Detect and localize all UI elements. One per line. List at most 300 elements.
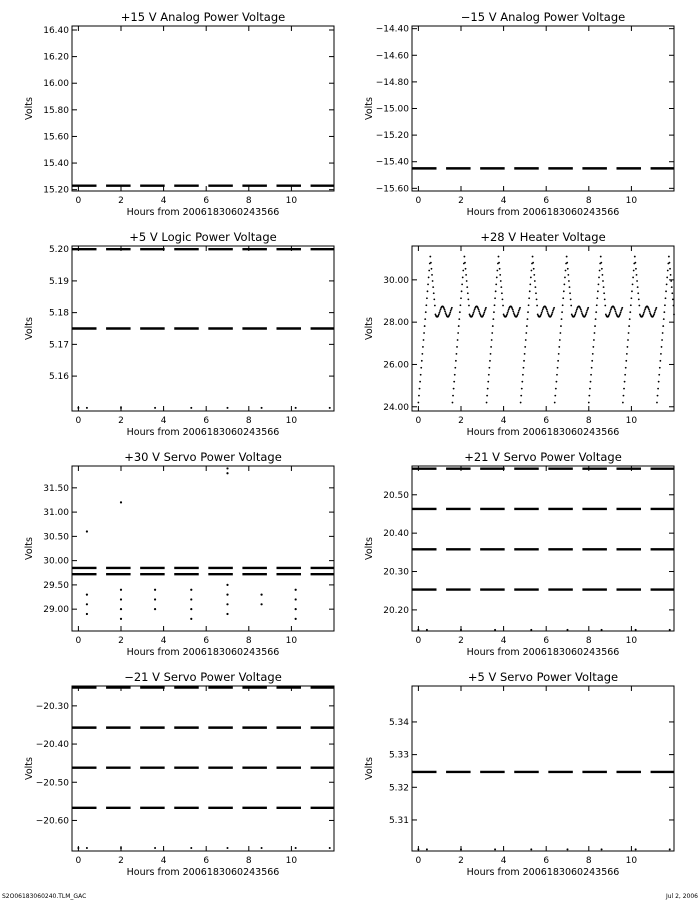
y-tick-label: −15.00 bbox=[375, 104, 409, 115]
data-point bbox=[662, 325, 664, 327]
data-point bbox=[669, 629, 671, 631]
data-point bbox=[418, 395, 420, 397]
data-point bbox=[329, 407, 331, 409]
data-point bbox=[635, 848, 637, 850]
x-tick-label: 10 bbox=[285, 196, 298, 206]
data-point bbox=[456, 353, 458, 355]
data-point bbox=[120, 608, 122, 610]
data-point bbox=[494, 848, 496, 850]
data-point bbox=[669, 848, 671, 850]
data-point bbox=[564, 277, 566, 279]
data-point bbox=[551, 313, 553, 315]
data-point bbox=[424, 318, 426, 320]
data-point bbox=[671, 286, 673, 288]
x-axis-label: Hours from 2006183060243566 bbox=[126, 867, 280, 878]
data-point bbox=[620, 312, 622, 314]
data-point bbox=[569, 292, 571, 294]
y-axis-label: Volts bbox=[24, 537, 35, 560]
data-point bbox=[429, 256, 431, 258]
x-tick-label: 8 bbox=[585, 856, 592, 866]
x-tick-label: 6 bbox=[543, 196, 550, 206]
data-point bbox=[588, 395, 590, 397]
data-point bbox=[490, 346, 492, 348]
plot-frame bbox=[412, 686, 674, 851]
data-point bbox=[561, 318, 563, 320]
data-point bbox=[461, 290, 463, 292]
data-point bbox=[444, 310, 446, 312]
data-point bbox=[591, 367, 593, 369]
data-point bbox=[420, 374, 422, 376]
data-point bbox=[499, 274, 501, 276]
data-point bbox=[86, 594, 88, 596]
data-point bbox=[635, 268, 637, 270]
data-point bbox=[494, 297, 496, 299]
y-tick-label: −20.40 bbox=[35, 740, 69, 751]
data-point bbox=[190, 847, 192, 849]
data-point bbox=[431, 268, 433, 270]
data-point bbox=[604, 298, 606, 300]
data-point bbox=[529, 290, 531, 292]
x-tick-label: 4 bbox=[500, 196, 507, 206]
data-point bbox=[495, 283, 497, 285]
data-point bbox=[623, 395, 625, 397]
chart-panel-6 bbox=[364, 450, 674, 658]
plot-frame bbox=[412, 246, 674, 411]
data-point bbox=[464, 256, 466, 258]
x-tick-label: 0 bbox=[75, 196, 82, 206]
data-point bbox=[649, 310, 651, 312]
data-point bbox=[589, 388, 591, 390]
data-point bbox=[496, 270, 498, 272]
data-point bbox=[487, 388, 489, 390]
x-tick-label: 2 bbox=[118, 416, 124, 426]
data-point bbox=[566, 256, 568, 258]
data-point bbox=[581, 312, 583, 314]
data-point bbox=[439, 312, 441, 314]
data-point bbox=[452, 402, 454, 404]
x-tick-label: 8 bbox=[245, 196, 252, 206]
chart-panel-2 bbox=[364, 10, 674, 218]
data-point bbox=[427, 283, 429, 285]
data-point bbox=[631, 290, 633, 292]
x-tick-label: 10 bbox=[285, 416, 298, 426]
data-marks bbox=[72, 688, 334, 849]
x-tick-label: 8 bbox=[245, 856, 252, 866]
data-point bbox=[586, 312, 588, 314]
data-point bbox=[624, 381, 626, 383]
y-tick-label: −15.40 bbox=[375, 157, 409, 168]
data-point bbox=[588, 402, 590, 404]
data-point bbox=[473, 310, 475, 312]
data-point bbox=[655, 307, 657, 309]
data-point bbox=[587, 307, 589, 309]
y-tick-label: −14.60 bbox=[375, 51, 409, 62]
x-tick-label: 6 bbox=[203, 636, 210, 646]
data-point bbox=[620, 310, 622, 312]
data-point bbox=[535, 292, 537, 294]
data-point bbox=[600, 256, 602, 258]
data-point bbox=[486, 395, 488, 397]
data-point bbox=[461, 283, 463, 285]
data-point bbox=[484, 310, 486, 312]
data-point bbox=[533, 268, 535, 270]
x-tick-label: 6 bbox=[203, 196, 210, 206]
data-point bbox=[629, 318, 631, 320]
y-axis-label: Volts bbox=[24, 317, 35, 340]
x-tick-label: 10 bbox=[285, 636, 298, 646]
data-point bbox=[423, 339, 425, 341]
data-point bbox=[295, 847, 297, 849]
x-tick-label: 10 bbox=[625, 636, 638, 646]
data-point bbox=[423, 332, 425, 334]
x-axis-label: Hours from 2006183060243566 bbox=[126, 427, 280, 438]
data-point bbox=[434, 305, 436, 307]
data-point bbox=[417, 629, 419, 631]
data-point bbox=[500, 286, 502, 288]
data-point bbox=[563, 283, 565, 285]
data-point bbox=[533, 274, 535, 276]
data-point bbox=[517, 313, 519, 315]
data-point bbox=[570, 298, 572, 300]
data-point bbox=[521, 381, 523, 383]
x-axis-label: Hours from 2006183060243566 bbox=[466, 207, 620, 218]
data-point bbox=[625, 360, 627, 362]
data-point bbox=[498, 256, 500, 258]
data-point bbox=[626, 353, 628, 355]
data-point bbox=[566, 848, 568, 850]
data-point bbox=[467, 298, 469, 300]
data-point bbox=[120, 618, 122, 620]
data-point bbox=[531, 270, 533, 272]
data-point bbox=[452, 395, 454, 397]
y-axis-label: Volts bbox=[364, 97, 375, 120]
data-point bbox=[601, 629, 603, 631]
data-point bbox=[487, 381, 489, 383]
data-marks bbox=[72, 467, 334, 620]
data-point bbox=[599, 270, 601, 272]
data-point bbox=[559, 339, 561, 341]
chart-title: +5 V Logic Power Voltage bbox=[129, 230, 277, 244]
y-tick-label: 15.20 bbox=[43, 185, 69, 196]
data-point bbox=[665, 290, 667, 292]
data-point bbox=[502, 305, 504, 307]
data-point bbox=[624, 374, 626, 376]
data-point bbox=[593, 339, 595, 341]
data-point bbox=[513, 312, 515, 314]
y-tick-label: −14.40 bbox=[375, 24, 409, 35]
y-tick-label: −20.30 bbox=[35, 701, 69, 712]
data-point bbox=[491, 332, 493, 334]
y-tick-label: −20.60 bbox=[35, 816, 69, 827]
y-tick-label: −20.50 bbox=[35, 778, 69, 789]
data-point bbox=[417, 402, 419, 404]
data-point bbox=[530, 848, 532, 850]
y-tick-label: 31.00 bbox=[43, 508, 69, 519]
x-tick-label: 2 bbox=[118, 856, 124, 866]
data-point bbox=[525, 332, 527, 334]
chart-title: −15 V Analog Power Voltage bbox=[460, 10, 626, 24]
data-point bbox=[492, 318, 494, 320]
data-point bbox=[534, 280, 536, 282]
y-tick-label: 24.00 bbox=[383, 402, 409, 413]
data-point bbox=[466, 286, 468, 288]
data-point bbox=[458, 325, 460, 327]
y-tick-label: 5.19 bbox=[48, 276, 69, 287]
x-tick-label: 8 bbox=[245, 636, 252, 646]
x-tick-label: 6 bbox=[543, 636, 550, 646]
data-point bbox=[596, 297, 598, 299]
data-point bbox=[590, 381, 592, 383]
data-point bbox=[460, 848, 462, 850]
data-point bbox=[433, 292, 435, 294]
data-point bbox=[524, 353, 526, 355]
data-point bbox=[552, 310, 554, 312]
data-point bbox=[507, 310, 509, 312]
data-point bbox=[523, 367, 525, 369]
data-point bbox=[648, 309, 650, 311]
data-point bbox=[663, 311, 665, 313]
data-point bbox=[154, 407, 156, 409]
data-point bbox=[491, 339, 493, 341]
data-point bbox=[661, 339, 663, 341]
data-point bbox=[120, 589, 122, 591]
data-point bbox=[574, 314, 576, 316]
x-tick-label: 4 bbox=[160, 636, 167, 646]
y-tick-label: 30.50 bbox=[43, 532, 69, 543]
data-point bbox=[586, 310, 588, 312]
data-point bbox=[553, 307, 555, 309]
chart-title: +28 V Heater Voltage bbox=[480, 230, 606, 244]
data-point bbox=[190, 589, 192, 591]
data-point bbox=[439, 310, 441, 312]
data-point bbox=[541, 310, 543, 312]
data-point bbox=[673, 305, 675, 307]
data-point bbox=[532, 262, 534, 264]
data-point bbox=[608, 314, 610, 316]
x-tick-label: 8 bbox=[585, 416, 592, 426]
data-point bbox=[569, 286, 571, 288]
data-point bbox=[630, 304, 632, 306]
x-tick-label: 10 bbox=[625, 196, 638, 206]
data-point bbox=[668, 256, 670, 258]
data-point bbox=[632, 277, 634, 279]
x-tick-label: 10 bbox=[625, 416, 638, 426]
data-point bbox=[594, 325, 596, 327]
data-point bbox=[468, 305, 470, 307]
data-point bbox=[421, 353, 423, 355]
y-axis-label: Volts bbox=[364, 757, 375, 780]
y-tick-label: 5.33 bbox=[388, 750, 409, 761]
x-tick-label: 4 bbox=[500, 856, 507, 866]
data-point bbox=[627, 346, 629, 348]
data-point bbox=[419, 388, 421, 390]
data-point bbox=[661, 346, 663, 348]
data-point bbox=[554, 395, 556, 397]
data-point bbox=[479, 312, 481, 314]
data-point bbox=[566, 629, 568, 631]
data-point bbox=[512, 310, 514, 312]
data-point bbox=[492, 325, 494, 327]
data-point bbox=[566, 262, 568, 264]
data-point bbox=[519, 307, 521, 309]
data-point bbox=[478, 310, 480, 312]
data-point bbox=[670, 274, 672, 276]
data-point bbox=[541, 312, 543, 314]
x-tick-label: 8 bbox=[585, 196, 592, 206]
y-tick-label: 16.20 bbox=[43, 52, 69, 63]
data-point bbox=[658, 374, 660, 376]
data-point bbox=[665, 297, 667, 299]
data-point bbox=[488, 374, 490, 376]
data-point bbox=[496, 277, 498, 279]
data-point bbox=[532, 256, 534, 258]
data-point bbox=[654, 310, 656, 312]
x-tick-label: 4 bbox=[160, 856, 167, 866]
y-tick-label: 20.30 bbox=[383, 567, 409, 578]
y-tick-label: 26.00 bbox=[383, 360, 409, 371]
data-point bbox=[630, 297, 632, 299]
x-tick-label: 4 bbox=[500, 636, 507, 646]
x-tick-label: 2 bbox=[458, 636, 464, 646]
y-tick-label: 15.40 bbox=[43, 159, 69, 170]
data-point bbox=[490, 353, 492, 355]
y-tick-label: 28.00 bbox=[383, 318, 409, 329]
data-point bbox=[598, 283, 600, 285]
data-point bbox=[614, 309, 616, 311]
data-point bbox=[512, 309, 514, 311]
data-point bbox=[633, 270, 635, 272]
plot-frame bbox=[72, 466, 334, 631]
data-point bbox=[261, 847, 263, 849]
data-point bbox=[295, 407, 297, 409]
data-point bbox=[654, 312, 656, 314]
data-point bbox=[585, 313, 587, 315]
x-tick-label: 2 bbox=[458, 856, 464, 866]
data-point bbox=[86, 530, 88, 532]
data-point bbox=[663, 318, 665, 320]
data-point bbox=[226, 613, 228, 615]
data-point bbox=[458, 318, 460, 320]
data-point bbox=[673, 314, 675, 316]
data-point bbox=[329, 847, 331, 849]
data-point bbox=[670, 280, 672, 282]
x-tick-label: 4 bbox=[160, 196, 167, 206]
data-point bbox=[521, 388, 523, 390]
data-point bbox=[658, 381, 660, 383]
data-point bbox=[609, 312, 611, 314]
x-tick-label: 2 bbox=[458, 196, 464, 206]
data-point bbox=[547, 312, 549, 314]
x-tick-label: 0 bbox=[415, 856, 422, 866]
y-tick-label: 30.00 bbox=[383, 275, 409, 286]
data-point bbox=[86, 613, 88, 615]
data-point bbox=[546, 310, 548, 312]
chart-title: +15 V Analog Power Voltage bbox=[120, 10, 286, 24]
data-point bbox=[657, 388, 659, 390]
data-point bbox=[226, 603, 228, 605]
data-point bbox=[226, 594, 228, 596]
data-point bbox=[190, 608, 192, 610]
data-point bbox=[634, 256, 636, 258]
data-point bbox=[643, 312, 645, 314]
data-point bbox=[628, 325, 630, 327]
data-point bbox=[430, 262, 432, 264]
data-point bbox=[609, 310, 611, 312]
x-tick-label: 10 bbox=[625, 856, 638, 866]
data-point bbox=[636, 274, 638, 276]
data-point bbox=[659, 360, 661, 362]
data-point bbox=[525, 339, 527, 341]
data-point bbox=[517, 312, 519, 314]
data-point bbox=[524, 346, 526, 348]
y-axis-label: Volts bbox=[364, 317, 375, 340]
y-tick-label: 29.00 bbox=[43, 605, 69, 616]
y-axis-label: Volts bbox=[24, 97, 35, 120]
data-point bbox=[464, 262, 466, 264]
data-point bbox=[527, 311, 529, 313]
data-point bbox=[499, 268, 501, 270]
data-point bbox=[619, 313, 621, 315]
data-point bbox=[154, 598, 156, 600]
data-point bbox=[494, 304, 496, 306]
data-point bbox=[595, 311, 597, 313]
data-point bbox=[528, 304, 530, 306]
data-point bbox=[459, 311, 461, 313]
data-point bbox=[621, 307, 623, 309]
y-tick-label: 5.31 bbox=[388, 815, 409, 826]
data-point bbox=[478, 309, 480, 311]
data-point bbox=[424, 325, 426, 327]
y-tick-label: 5.18 bbox=[48, 308, 69, 319]
chart-panel-7 bbox=[24, 670, 334, 878]
data-point bbox=[590, 374, 592, 376]
data-point bbox=[636, 280, 638, 282]
x-axis-label: Hours from 2006183060243566 bbox=[126, 207, 280, 218]
chart-title: +30 V Servo Power Voltage bbox=[124, 450, 282, 464]
y-tick-label: 15.80 bbox=[43, 105, 69, 116]
data-point bbox=[657, 395, 659, 397]
data-point bbox=[536, 305, 538, 307]
data-point bbox=[558, 346, 560, 348]
y-tick-label: 16.00 bbox=[43, 79, 69, 90]
data-point bbox=[644, 310, 646, 312]
y-tick-label: −15.60 bbox=[375, 184, 409, 195]
x-tick-label: 2 bbox=[458, 416, 464, 426]
data-point bbox=[555, 388, 557, 390]
data-point bbox=[594, 332, 596, 334]
data-point bbox=[672, 298, 674, 300]
data-point bbox=[472, 314, 474, 316]
data-point bbox=[567, 268, 569, 270]
data-point bbox=[433, 298, 435, 300]
data-point bbox=[486, 402, 488, 404]
x-tick-label: 8 bbox=[245, 416, 252, 426]
data-point bbox=[615, 312, 617, 314]
data-point bbox=[462, 277, 464, 279]
data-point bbox=[417, 848, 419, 850]
data-point bbox=[489, 360, 491, 362]
data-point bbox=[453, 388, 455, 390]
data-point bbox=[456, 346, 458, 348]
data-point bbox=[295, 598, 297, 600]
x-tick-label: 0 bbox=[75, 636, 82, 646]
data-point bbox=[502, 298, 504, 300]
data-point bbox=[454, 374, 456, 376]
x-tick-label: 4 bbox=[500, 416, 507, 426]
data-point bbox=[498, 262, 500, 264]
data-point bbox=[552, 312, 554, 314]
data-point bbox=[669, 262, 671, 264]
